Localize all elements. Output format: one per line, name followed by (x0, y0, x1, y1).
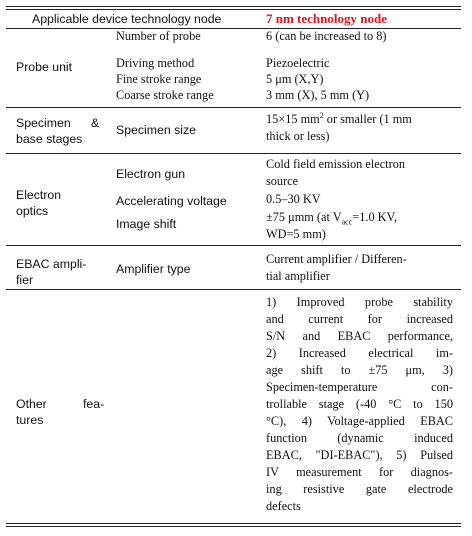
other-features-line: trollable stage (-40 °C to 150 (266, 397, 453, 411)
section-other-line1b: fea- (83, 397, 105, 411)
row-rule-optics (6, 245, 461, 246)
image-shift-value-line2: WD=5 mm) (266, 227, 326, 241)
header-value: 7 nm technology node (266, 11, 387, 26)
coarse-stroke-label: Coarse stroke range (116, 88, 214, 102)
amplifier-type-label: Amplifier type (116, 262, 191, 276)
section-optics-line1: Electron (16, 188, 62, 202)
image-shift-label: Image shift (116, 217, 177, 231)
specimen-size-label: Specimen size (116, 123, 196, 137)
section-stages-line1: Specimen (16, 116, 71, 130)
electron-gun-label: Electron gun (116, 167, 186, 181)
fine-stroke-value: 5 μm (X,Y) (266, 72, 324, 86)
row-rule-probe (6, 107, 461, 108)
other-features-line: 2) Increased electrical im- (266, 346, 453, 360)
coarse-stroke-value: 3 mm (X), 5 mm (Y) (266, 88, 370, 102)
section-other-line2: tures (16, 413, 44, 427)
other-features-line: EBAC, "DI-EBAC"), 5) Pulsed (266, 448, 453, 462)
bottom-rule-1 (6, 523, 461, 524)
electron-gun-value-line1: Cold field emission electron (266, 157, 405, 171)
other-features-line: IV measurement for diagnos- (266, 465, 453, 479)
amplifier-type-value-line1: Current amplifier / Differen- (266, 252, 407, 266)
accelerating-voltage-value: 0.5–30 KV (266, 192, 321, 206)
fine-stroke-label: Fine stroke range (116, 72, 202, 86)
section-stages-line2: base stages (16, 132, 83, 146)
section-ebac-line2: fier (16, 273, 34, 287)
section-stages-amp: & (91, 116, 100, 130)
driving-method-label: Driving method (116, 56, 195, 70)
section-optics-line2: optics (16, 204, 49, 218)
specimen-size-value-line2: thick or less) (266, 129, 330, 143)
specimen-size-value-line1: 15×15 $mm^2$ or smaller (1 mm (266, 110, 412, 126)
driving-method-value: Piezoelectric (266, 56, 330, 70)
probe-number-value: 6 (can be increased to 8) (266, 29, 387, 43)
top-rule-1 (6, 6, 461, 7)
other-features-line: S/N and EBAC performance, (266, 329, 453, 343)
other-features-line: function (dynamic induced (266, 431, 453, 445)
other-features-text (266, 294, 453, 515)
row-rule-ebac (6, 289, 461, 290)
accelerating-voltage-label: Accelerating voltage (116, 194, 227, 208)
section-other-line1a: Other (16, 397, 47, 411)
electron-gun-value-line2: source (266, 174, 299, 188)
header-rule (6, 28, 461, 29)
other-features-line: °C), 4) Voltage-applied EBAC (266, 414, 453, 428)
other-features-line: ing resistive gate electrode (266, 482, 453, 496)
image-shift-value-line1: ±75 μmm (at $V_{acc}=1.0$ KV, (266, 210, 397, 227)
other-features-line: 1) Improved probe stability (266, 295, 453, 309)
other-features-line: age shift to ±75 μm, 3) (266, 363, 453, 377)
bottom-rule-2 (6, 526, 461, 527)
other-features-line: Specimen-temperature con- (266, 380, 453, 394)
other-features-line: and current for increased (266, 312, 453, 326)
amplifier-type-value-line2: tial amplifier (266, 269, 330, 283)
probe-number-label: Number of probe (116, 29, 201, 43)
other-features-line: defects (266, 499, 301, 513)
top-rule-2 (6, 9, 461, 10)
section-ebac-line1: EBAC ampli- (16, 257, 87, 271)
header-label: Applicable device technology node (32, 12, 222, 26)
row-rule-stages (6, 153, 461, 154)
section-probe-unit: Probe unit (16, 60, 73, 74)
